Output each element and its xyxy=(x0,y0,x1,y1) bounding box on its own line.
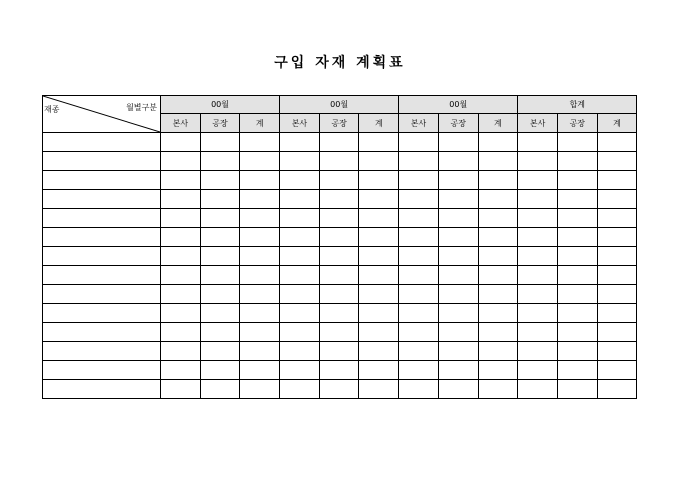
material-type-cell[interactable] xyxy=(43,152,161,171)
corner-label-material-type: 재종 xyxy=(44,105,60,114)
quantity-cell[interactable] xyxy=(557,190,597,209)
table-row xyxy=(43,209,637,228)
quantity-cell[interactable] xyxy=(518,304,558,323)
quantity-cell[interactable] xyxy=(319,304,359,323)
quantity-cell[interactable] xyxy=(399,228,439,247)
quantity-cell[interactable] xyxy=(518,152,558,171)
subheader-sum: 계 xyxy=(478,114,518,133)
quantity-cell[interactable] xyxy=(518,228,558,247)
quantity-cell[interactable] xyxy=(240,247,280,266)
quantity-cell[interactable] xyxy=(240,323,280,342)
quantity-cell[interactable] xyxy=(438,361,478,380)
subheader-factory: 공장 xyxy=(200,114,240,133)
quantity-cell[interactable] xyxy=(597,323,637,342)
quantity-cell[interactable] xyxy=(200,380,240,399)
quantity-cell[interactable] xyxy=(597,304,637,323)
quantity-cell[interactable] xyxy=(399,285,439,304)
material-type-cell[interactable] xyxy=(43,285,161,304)
quantity-cell[interactable] xyxy=(597,247,637,266)
quantity-cell[interactable] xyxy=(478,323,518,342)
quantity-cell[interactable] xyxy=(557,323,597,342)
quantity-cell[interactable] xyxy=(240,304,280,323)
table-row xyxy=(43,323,637,342)
quantity-cell[interactable] xyxy=(557,361,597,380)
corner-header-cell xyxy=(43,96,161,133)
quantity-cell[interactable] xyxy=(399,342,439,361)
quantity-cell[interactable] xyxy=(280,323,320,342)
subheader-head-office: 본사 xyxy=(161,114,201,133)
quantity-cell[interactable] xyxy=(557,171,597,190)
quantity-cell[interactable] xyxy=(557,285,597,304)
group-header-month-1: 00월 xyxy=(161,96,280,114)
quantity-cell[interactable] xyxy=(518,342,558,361)
table-row xyxy=(43,285,637,304)
quantity-cell[interactable] xyxy=(319,380,359,399)
table-row xyxy=(43,228,637,247)
quantity-cell[interactable] xyxy=(359,152,399,171)
quantity-cell[interactable] xyxy=(438,247,478,266)
quantity-cell[interactable] xyxy=(200,266,240,285)
quantity-cell[interactable] xyxy=(557,228,597,247)
quantity-cell[interactable] xyxy=(359,361,399,380)
quantity-cell[interactable] xyxy=(200,171,240,190)
table-body xyxy=(43,133,637,399)
quantity-cell[interactable] xyxy=(597,228,637,247)
quantity-cell[interactable] xyxy=(438,380,478,399)
quantity-cell[interactable] xyxy=(240,209,280,228)
quantity-cell[interactable] xyxy=(161,190,201,209)
quantity-cell[interactable] xyxy=(161,228,201,247)
subheader-factory: 공장 xyxy=(438,114,478,133)
subheader-sum: 계 xyxy=(359,114,399,133)
quantity-cell[interactable] xyxy=(438,190,478,209)
quantity-cell[interactable] xyxy=(161,133,201,152)
subheader-factory: 공장 xyxy=(557,114,597,133)
material-type-cell[interactable] xyxy=(43,190,161,209)
quantity-cell[interactable] xyxy=(359,285,399,304)
material-type-cell[interactable] xyxy=(43,209,161,228)
quantity-cell[interactable] xyxy=(478,133,518,152)
table-row xyxy=(43,152,637,171)
quantity-cell[interactable] xyxy=(518,209,558,228)
quantity-cell[interactable] xyxy=(359,190,399,209)
quantity-cell[interactable] xyxy=(557,133,597,152)
quantity-cell[interactable] xyxy=(319,152,359,171)
quantity-cell[interactable] xyxy=(319,133,359,152)
quantity-cell[interactable] xyxy=(518,171,558,190)
quantity-cell[interactable] xyxy=(240,228,280,247)
quantity-cell[interactable] xyxy=(597,152,637,171)
quantity-cell[interactable] xyxy=(240,152,280,171)
quantity-cell[interactable] xyxy=(478,171,518,190)
quantity-cell[interactable] xyxy=(399,361,439,380)
quantity-cell[interactable] xyxy=(200,304,240,323)
table-row xyxy=(43,342,637,361)
quantity-cell[interactable] xyxy=(161,266,201,285)
quantity-cell[interactable] xyxy=(200,247,240,266)
quantity-cell[interactable] xyxy=(200,209,240,228)
quantity-cell[interactable] xyxy=(597,361,637,380)
quantity-cell[interactable] xyxy=(319,190,359,209)
table-row xyxy=(43,171,637,190)
quantity-cell[interactable] xyxy=(518,380,558,399)
quantity-cell[interactable] xyxy=(240,285,280,304)
quantity-cell[interactable] xyxy=(557,304,597,323)
quantity-cell[interactable] xyxy=(359,266,399,285)
quantity-cell[interactable] xyxy=(200,190,240,209)
group-header-month-3: 00월 xyxy=(399,96,518,114)
quantity-cell[interactable] xyxy=(280,171,320,190)
quantity-cell[interactable] xyxy=(161,304,201,323)
quantity-cell[interactable] xyxy=(478,361,518,380)
quantity-cell[interactable] xyxy=(280,209,320,228)
quantity-cell[interactable] xyxy=(597,209,637,228)
quantity-cell[interactable] xyxy=(438,304,478,323)
quantity-cell[interactable] xyxy=(399,323,439,342)
quantity-cell[interactable] xyxy=(438,152,478,171)
quantity-cell[interactable] xyxy=(597,285,637,304)
quantity-cell[interactable] xyxy=(319,361,359,380)
quantity-cell[interactable] xyxy=(478,228,518,247)
quantity-cell[interactable] xyxy=(240,342,280,361)
quantity-cell[interactable] xyxy=(399,304,439,323)
quantity-cell[interactable] xyxy=(319,171,359,190)
quantity-cell[interactable] xyxy=(240,190,280,209)
quantity-cell[interactable] xyxy=(597,171,637,190)
material-type-cell[interactable] xyxy=(43,228,161,247)
quantity-cell[interactable] xyxy=(438,323,478,342)
quantity-cell[interactable] xyxy=(161,247,201,266)
quantity-cell[interactable] xyxy=(161,342,201,361)
group-header-month-2: 00월 xyxy=(280,96,399,114)
quantity-cell[interactable] xyxy=(597,266,637,285)
table-row xyxy=(43,361,637,380)
quantity-cell[interactable] xyxy=(319,323,359,342)
quantity-cell[interactable] xyxy=(240,266,280,285)
group-header-total: 합계 xyxy=(518,96,637,114)
quantity-cell[interactable] xyxy=(280,133,320,152)
quantity-cell[interactable] xyxy=(359,380,399,399)
quantity-cell[interactable] xyxy=(161,323,201,342)
quantity-cell[interactable] xyxy=(359,247,399,266)
quantity-cell[interactable] xyxy=(200,285,240,304)
quantity-cell[interactable] xyxy=(478,209,518,228)
quantity-cell[interactable] xyxy=(557,380,597,399)
table-row xyxy=(43,266,637,285)
quantity-cell[interactable] xyxy=(359,133,399,152)
quantity-cell[interactable] xyxy=(399,209,439,228)
quantity-cell[interactable] xyxy=(161,361,201,380)
quantity-cell[interactable] xyxy=(478,285,518,304)
quantity-cell[interactable] xyxy=(280,361,320,380)
quantity-cell[interactable] xyxy=(359,228,399,247)
quantity-cell[interactable] xyxy=(518,361,558,380)
quantity-cell[interactable] xyxy=(399,152,439,171)
quantity-cell[interactable] xyxy=(399,380,439,399)
subheader-factory: 공장 xyxy=(319,114,359,133)
quantity-cell[interactable] xyxy=(280,304,320,323)
quantity-cell[interactable] xyxy=(438,209,478,228)
quantity-cell[interactable] xyxy=(478,342,518,361)
quantity-cell[interactable] xyxy=(319,247,359,266)
quantity-cell[interactable] xyxy=(478,247,518,266)
quantity-cell[interactable] xyxy=(359,304,399,323)
quantity-cell[interactable] xyxy=(280,266,320,285)
subheader-head-office: 본사 xyxy=(518,114,558,133)
quantity-cell[interactable] xyxy=(557,152,597,171)
quantity-cell[interactable] xyxy=(478,304,518,323)
subheader-sum: 계 xyxy=(240,114,280,133)
quantity-cell[interactable] xyxy=(597,380,637,399)
table-row xyxy=(43,247,637,266)
quantity-cell[interactable] xyxy=(399,171,439,190)
quantity-cell[interactable] xyxy=(518,133,558,152)
quantity-cell[interactable] xyxy=(161,152,201,171)
quantity-cell[interactable] xyxy=(200,228,240,247)
quantity-cell[interactable] xyxy=(557,247,597,266)
quantity-cell[interactable] xyxy=(200,323,240,342)
quantity-cell[interactable] xyxy=(399,266,439,285)
quantity-cell[interactable] xyxy=(161,171,201,190)
material-type-cell[interactable] xyxy=(43,380,161,399)
quantity-cell[interactable] xyxy=(597,190,637,209)
quantity-cell[interactable] xyxy=(200,361,240,380)
quantity-cell[interactable] xyxy=(319,342,359,361)
quantity-cell[interactable] xyxy=(280,152,320,171)
quantity-cell[interactable] xyxy=(319,228,359,247)
quantity-cell[interactable] xyxy=(200,152,240,171)
quantity-cell[interactable] xyxy=(240,171,280,190)
quantity-cell[interactable] xyxy=(359,342,399,361)
quantity-cell[interactable] xyxy=(280,228,320,247)
quantity-cell[interactable] xyxy=(518,323,558,342)
purchase-plan-table xyxy=(42,95,637,399)
material-type-cell[interactable] xyxy=(43,342,161,361)
quantity-cell[interactable] xyxy=(557,209,597,228)
quantity-cell[interactable] xyxy=(518,266,558,285)
table-row xyxy=(43,304,637,323)
material-type-cell[interactable] xyxy=(43,247,161,266)
quantity-cell[interactable] xyxy=(518,285,558,304)
quantity-cell[interactable] xyxy=(359,209,399,228)
quantity-cell[interactable] xyxy=(280,285,320,304)
quantity-cell[interactable] xyxy=(240,361,280,380)
material-type-cell[interactable] xyxy=(43,133,161,152)
quantity-cell[interactable] xyxy=(478,152,518,171)
quantity-cell[interactable] xyxy=(438,133,478,152)
quantity-cell[interactable] xyxy=(399,247,439,266)
quantity-cell[interactable] xyxy=(438,285,478,304)
quantity-cell[interactable] xyxy=(200,342,240,361)
quantity-cell[interactable] xyxy=(240,133,280,152)
quantity-cell[interactable] xyxy=(319,285,359,304)
material-type-cell[interactable] xyxy=(43,323,161,342)
quantity-cell[interactable] xyxy=(240,380,280,399)
quantity-cell[interactable] xyxy=(161,380,201,399)
document-title: 구입 자재 계획표 xyxy=(274,55,406,71)
corner-label-month-category: 월별구분 xyxy=(126,103,157,112)
quantity-cell[interactable] xyxy=(161,209,201,228)
quantity-cell[interactable] xyxy=(438,266,478,285)
material-type-cell[interactable] xyxy=(43,171,161,190)
quantity-cell[interactable] xyxy=(597,342,637,361)
quantity-cell[interactable] xyxy=(319,266,359,285)
quantity-cell[interactable] xyxy=(399,133,439,152)
quantity-cell[interactable] xyxy=(280,342,320,361)
subheader-sum: 계 xyxy=(597,114,637,133)
table-row xyxy=(43,133,637,152)
quantity-cell[interactable] xyxy=(518,247,558,266)
quantity-cell[interactable] xyxy=(518,190,558,209)
quantity-cell[interactable] xyxy=(597,133,637,152)
quantity-cell[interactable] xyxy=(319,209,359,228)
quantity-cell[interactable] xyxy=(280,380,320,399)
quantity-cell[interactable] xyxy=(438,342,478,361)
quantity-cell[interactable] xyxy=(359,323,399,342)
subheader-head-office: 본사 xyxy=(280,114,320,133)
subheader-head-office: 본사 xyxy=(399,114,439,133)
quantity-cell[interactable] xyxy=(557,266,597,285)
quantity-cell[interactable] xyxy=(438,171,478,190)
quantity-cell[interactable] xyxy=(478,190,518,209)
table-row xyxy=(43,190,637,209)
quantity-cell[interactable] xyxy=(399,190,439,209)
quantity-cell[interactable] xyxy=(280,190,320,209)
material-type-cell[interactable] xyxy=(43,266,161,285)
quantity-cell[interactable] xyxy=(280,247,320,266)
quantity-cell[interactable] xyxy=(438,228,478,247)
quantity-cell[interactable] xyxy=(200,133,240,152)
quantity-cell[interactable] xyxy=(161,285,201,304)
quantity-cell[interactable] xyxy=(557,342,597,361)
table-row xyxy=(43,380,637,399)
quantity-cell[interactable] xyxy=(478,266,518,285)
material-type-cell[interactable] xyxy=(43,361,161,380)
quantity-cell[interactable] xyxy=(359,171,399,190)
material-type-cell[interactable] xyxy=(43,304,161,323)
quantity-cell[interactable] xyxy=(478,380,518,399)
